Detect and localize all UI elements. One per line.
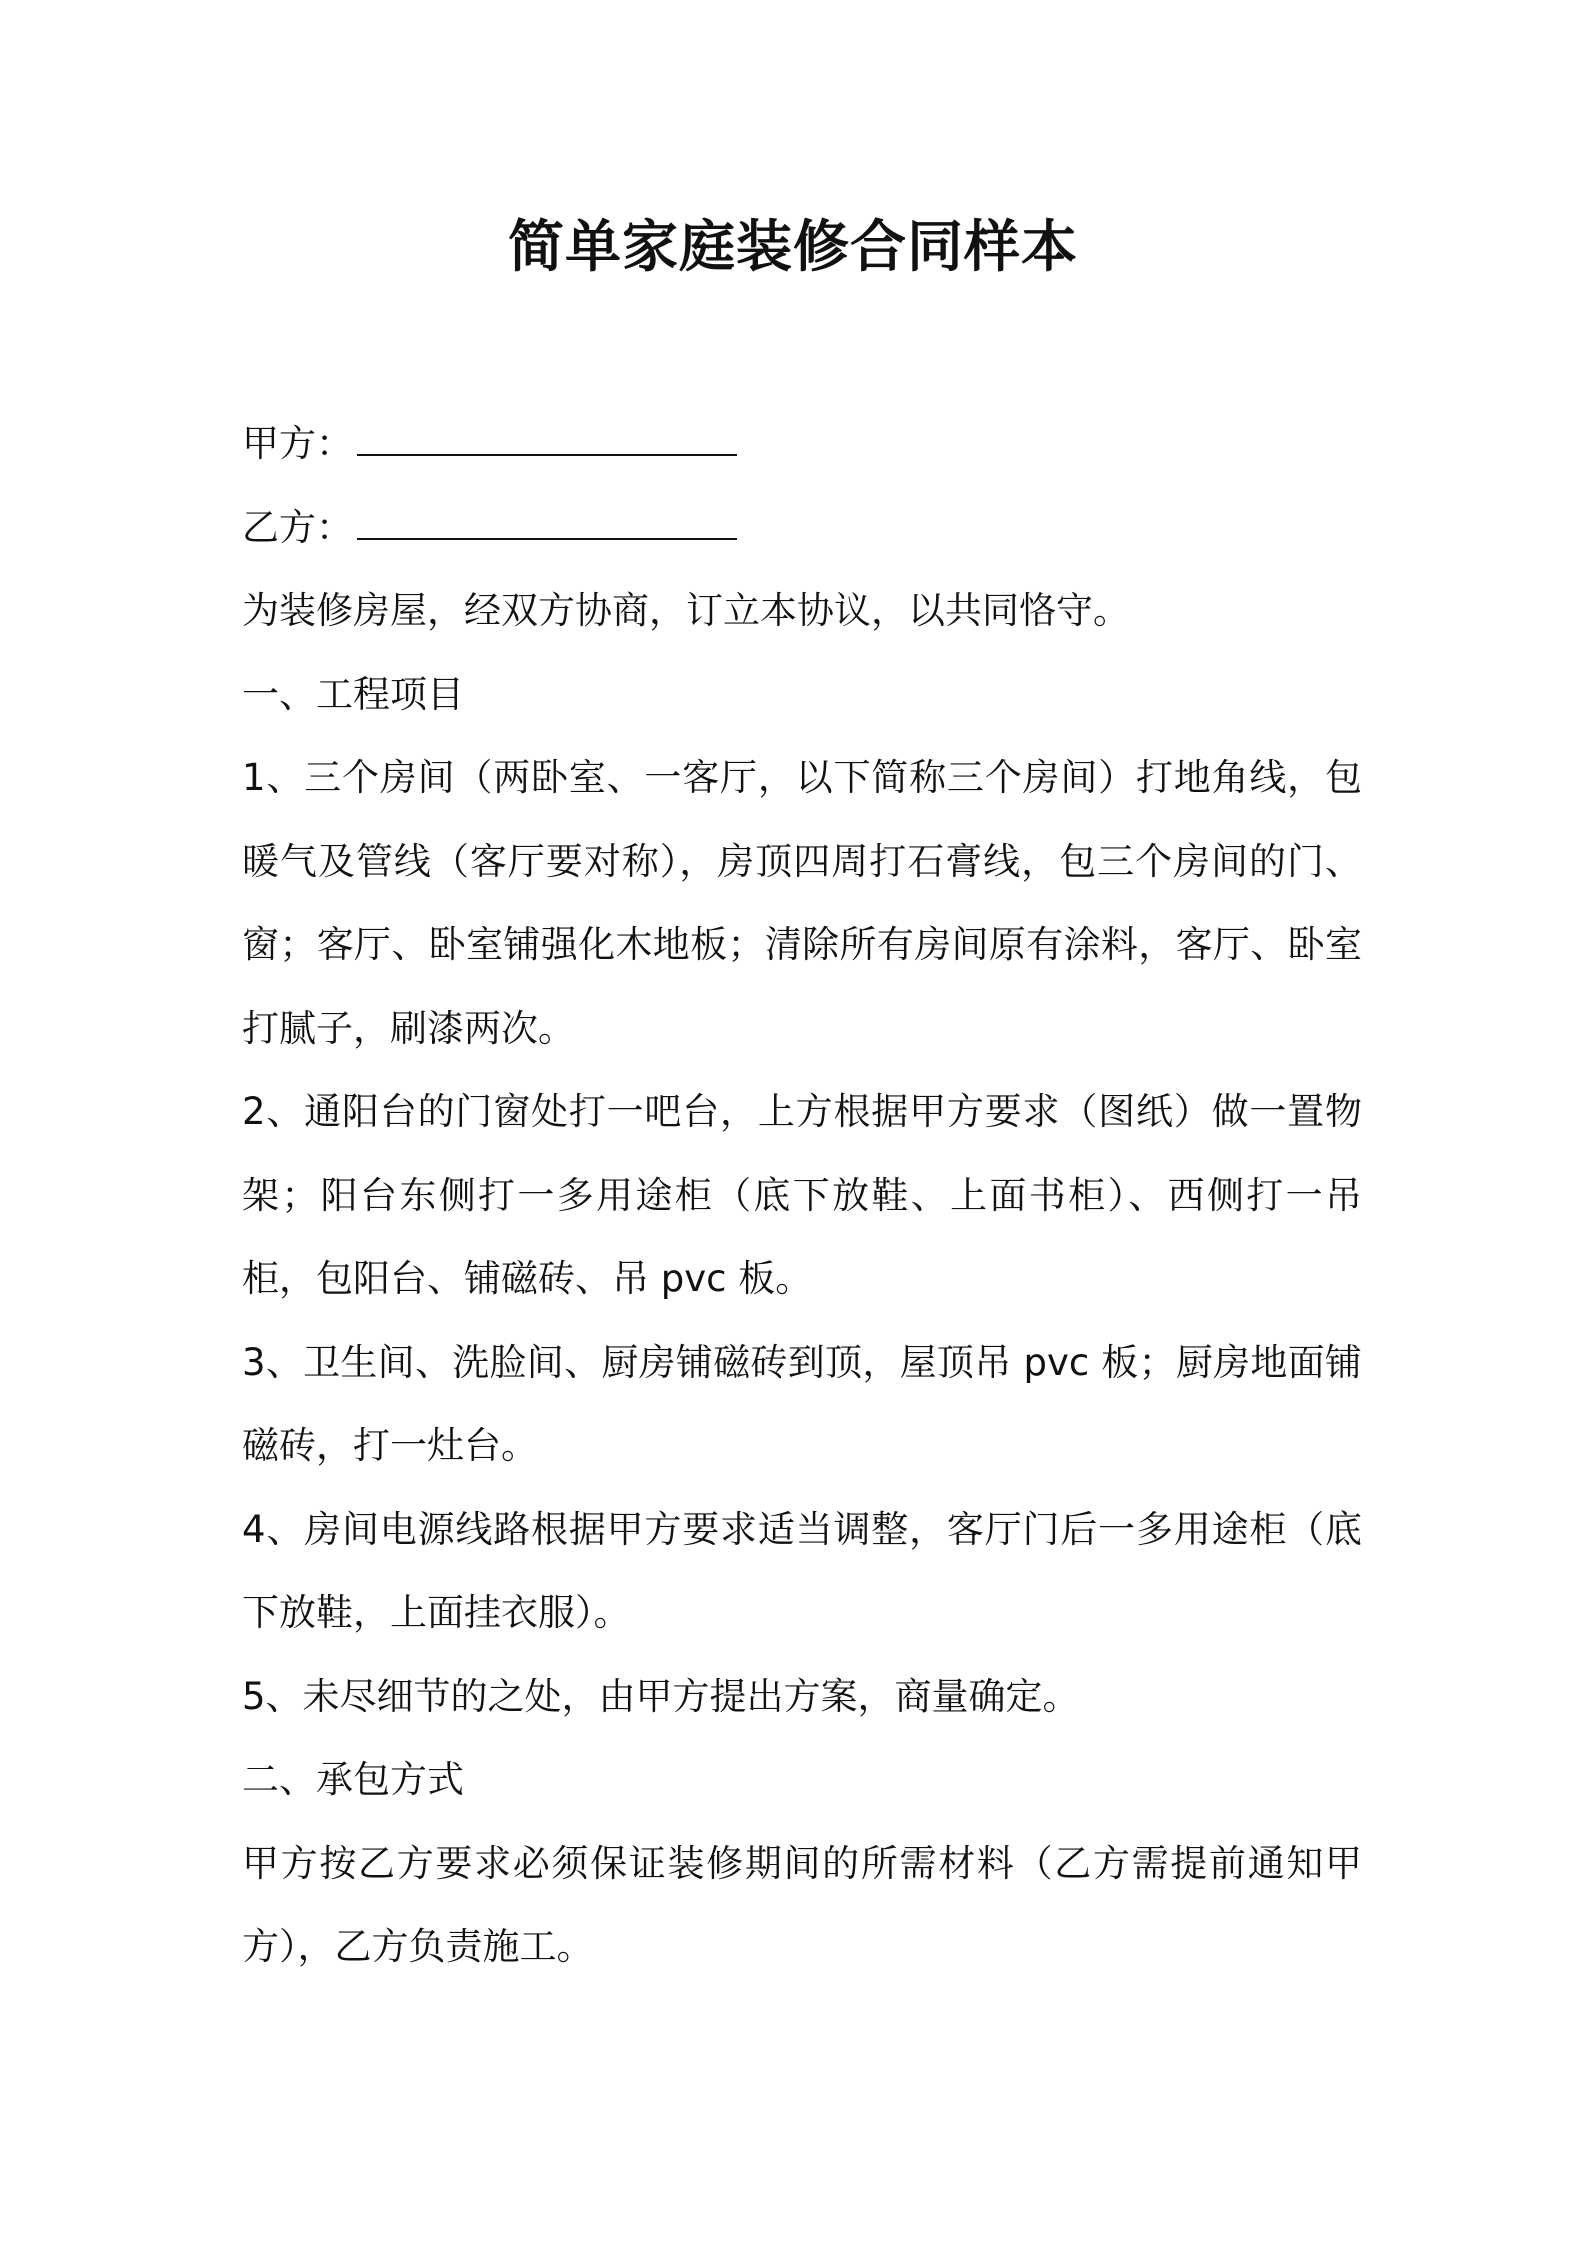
party-b-blank [357, 494, 737, 540]
contract-body [242, 402, 1362, 1989]
document-title: 简单家庭装修合同样本 [508, 215, 1078, 280]
section-heading-contract-method: 二、承包方式 [242, 1758, 464, 1801]
project-item-4: 4、房间电源线路根据甲方要求适当调整，客厅门后一多用途柜（底下放鞋，上面挂衣服）。 [242, 1507, 1362, 1634]
project-item-1: 1、三个房间（两卧室、一客厅，以下简称三个房间）打地角线，包暖气及管线（客厅要对称），房顶四周打石膏线，包三个房间的门、窗；客厅、卧室铺强化木地板；清除所有房间原有涂料，客厅、卧室打腻子，刷漆两次。 [242, 756, 1362, 1050]
party-a-line [242, 402, 1362, 486]
party-b-label: 乙方： [242, 505, 353, 549]
intro-paragraph: 为装修房屋，经双方协商，订立本协议，以共同恪守。 [242, 589, 1130, 632]
party-a-label: 甲方： [242, 422, 353, 465]
party-a-blank [357, 410, 737, 456]
project-item-3: 3、卫生间、洗脸间、厨房铺磁砖到顶，屋顶吊 pvc 板；厨房地面铺磁砖，打一灶台。 [242, 1340, 1362, 1467]
project-item-2: 2、通阳台的门窗处打一吧台，上方根据甲方要求（图纸）做一置物架；阳台东侧打一多用途柜（底下放鞋、上面书柜）、西侧打一吊柜，包阳台、铺磁砖、吊 pvc 板。 [242, 1090, 1362, 1300]
contract-method-paragraph: 甲方按乙方要求必须保证装修期间的所需材料（乙方需提前通知甲方），乙方负责施工。 [242, 1841, 1362, 1968]
party-b-line [242, 486, 1362, 570]
section-heading-project: 一、工程项目 [242, 672, 464, 716]
project-item-5: 5、未尽细节的之处，由甲方提出方案，商量确定。 [242, 1674, 1080, 1718]
